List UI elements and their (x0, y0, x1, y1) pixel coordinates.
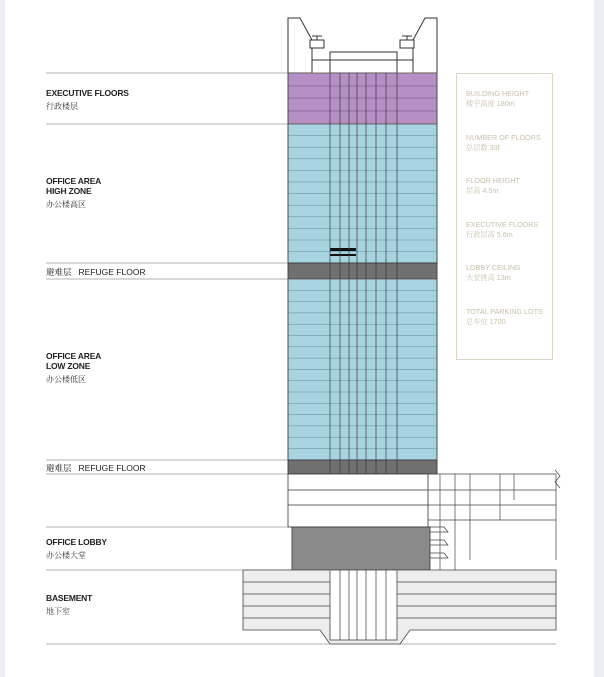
basement-block (243, 570, 556, 644)
spec-label-cn: 总车位 (466, 316, 488, 326)
spec-building-height (466, 89, 529, 108)
spec-executive-floors (466, 220, 538, 239)
podium-annex (428, 470, 560, 570)
spec-value: 4.5m (482, 185, 499, 195)
spec-total-parking-lots (466, 307, 543, 326)
refuge-floor-label (46, 462, 146, 474)
refuge-label-cn: 避难层 (46, 463, 72, 473)
refuge-floor-label (46, 266, 146, 278)
zone-title-line2: LOW ZONE (46, 361, 91, 371)
spec-title: EXECUTIVE FLOORS (466, 220, 539, 229)
office-lobby-block (292, 527, 430, 570)
spec-label-cn: 大堂挑高 (466, 272, 495, 282)
executive-floors-block (288, 73, 437, 124)
zone-title: OFFICE AREA (46, 351, 102, 361)
zone-label-office-low (46, 351, 101, 385)
crown-center (330, 52, 397, 73)
zone-label-executive (46, 88, 129, 112)
spec-lobby-ceiling (466, 263, 521, 282)
spec-value: 180m (496, 98, 515, 108)
refuge-label-en: REFUGE FLOOR (78, 267, 146, 277)
elevator-marker (330, 254, 356, 256)
crown-left (288, 18, 312, 73)
spec-value: 33f (489, 142, 500, 152)
spec-label-cn: 楼宇高度 (466, 98, 495, 108)
spec-value: 1700 (489, 316, 506, 326)
crown-equipment (310, 40, 324, 48)
zone-subtitle: 办公楼低区 (46, 375, 86, 384)
zone-label-office-lobby (46, 537, 107, 561)
building-crown (288, 18, 437, 73)
zone-subtitle: 行政楼层 (46, 102, 78, 111)
spec-label-cn: 总层数 (466, 142, 488, 152)
spec-title: TOTAL PARKING LOTS (466, 307, 543, 316)
zone-title: OFFICE LOBBY (46, 537, 107, 547)
refuge-label-cn: 避难层 (46, 267, 72, 277)
crown-right (413, 18, 437, 73)
basement (243, 570, 556, 644)
zone-label-office-high (46, 176, 101, 210)
zone-subtitle: 地下室 (46, 607, 70, 616)
spec-title: FLOOR HEIGHT (466, 176, 520, 185)
spec-floor-height (466, 176, 520, 195)
spec-title: LOBBY CEILING (466, 263, 521, 272)
elevator-marker (330, 248, 356, 251)
zone-title: BASEMENT (46, 593, 93, 603)
podium (288, 474, 430, 570)
refuge-floor-block (288, 263, 437, 279)
zone-title: OFFICE AREA (46, 176, 102, 186)
zone-title-line2: HIGH ZONE (46, 186, 92, 196)
refuge-floor-block (288, 460, 437, 474)
zone-subtitle: 办公楼高区 (46, 200, 86, 209)
spec-value: 5.6m (496, 229, 513, 239)
crown-equipment (400, 40, 414, 48)
refuge-label-en: REFUGE FLOOR (78, 463, 146, 473)
spec-title: BUILDING HEIGHT (466, 89, 530, 98)
zone-title: EXECUTIVE FLOORS (46, 88, 129, 98)
zone-label-basement (46, 593, 92, 617)
spec-label-cn: 层高 (466, 185, 481, 195)
podium-block (288, 474, 428, 527)
spec-number-of-floors (466, 133, 541, 152)
zone-subtitle: 办公楼大堂 (46, 551, 86, 560)
spec-value: 13m (496, 272, 511, 282)
spec-title: NUMBER OF FLOORS (466, 133, 541, 142)
spec-label-cn: 行政层高 (466, 229, 495, 239)
